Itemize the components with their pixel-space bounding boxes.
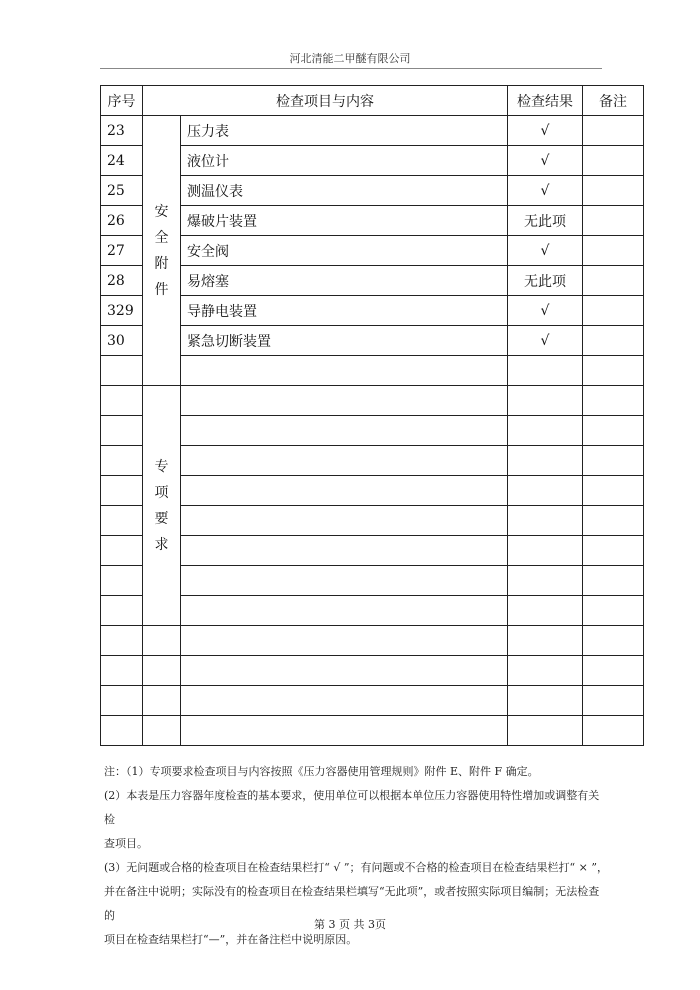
table-row-empty <box>101 446 644 476</box>
table-row <box>101 116 644 146</box>
note-3-line-1: (3）无问题或合格的检查项目在检查结果栏打“ √ ”；有问题或不合格的检查项目在检查结果栏打“ × ”， <box>104 861 608 874</box>
row-no: 30 <box>101 326 143 356</box>
row-item: 紧急切断装置 <box>181 326 508 356</box>
group-special-requirements <box>143 386 181 626</box>
document-header: 河北清能二甲醚有限公司 <box>289 52 411 65</box>
header-no: 序号 <box>101 86 143 116</box>
group-label: 专项要求 <box>154 458 169 553</box>
row-result: √ <box>508 176 583 206</box>
row-item: 爆破片装置 <box>181 206 508 236</box>
row-no: 27 <box>101 236 143 266</box>
header-content: 检查项目与内容 <box>143 86 508 116</box>
row-result: √ <box>508 236 583 266</box>
table-row-empty <box>101 686 644 716</box>
table-row-empty <box>101 386 644 416</box>
group-safety-accessories <box>143 116 181 386</box>
row-remark <box>583 206 644 236</box>
row-result: √ <box>508 326 583 356</box>
page-number: 第 3 页 共 3页 <box>314 918 386 931</box>
row-item: 测温仪表 <box>181 176 508 206</box>
row-no: 26 <box>101 206 143 236</box>
table-row <box>101 296 644 326</box>
table-row-empty <box>101 416 644 446</box>
row-item: 压力表 <box>181 116 508 146</box>
row-item: 导静电装置 <box>181 296 508 326</box>
table-row-empty <box>101 716 644 746</box>
note-3-line-3: 项目在检查结果栏打“—”，并在备注栏中说明原因。 <box>104 933 358 946</box>
row-remark <box>583 326 644 356</box>
row-remark <box>583 296 644 326</box>
row-result: √ <box>508 116 583 146</box>
row-result: √ <box>508 296 583 326</box>
table-header-row <box>101 86 644 116</box>
table-row-empty <box>101 356 644 386</box>
row-no: 23 <box>101 116 143 146</box>
table-row <box>101 176 644 206</box>
row-item: 易熔塞 <box>181 266 508 296</box>
row-remark <box>583 146 644 176</box>
row-result: √ <box>508 146 583 176</box>
row-no: 28 <box>101 266 143 296</box>
row-remark <box>583 236 644 266</box>
note-3-line-2: 并在备注中说明；实际没有的检查项目在检查结果栏填写“无此项”，或者按照实际项目编制；无法检查的 <box>104 885 600 922</box>
table-row-empty <box>101 656 644 686</box>
row-item: 安全阀 <box>181 236 508 266</box>
row-no: 25 <box>101 176 143 206</box>
row-no: 329 <box>101 296 143 326</box>
group-label: 安全附件 <box>154 203 169 298</box>
table-row-empty <box>101 476 644 506</box>
table-row <box>101 326 644 356</box>
table-row-empty <box>101 626 644 656</box>
table-row <box>101 146 644 176</box>
table-row-empty <box>101 566 644 596</box>
row-remark <box>583 266 644 296</box>
note-1: 注：（1）专项要求检查项目与内容按照《压力容器使用管理规则》附件 E、附件 F 确定。 <box>104 765 539 778</box>
table-row <box>101 236 644 266</box>
table-row <box>101 206 644 236</box>
table-row-empty <box>101 596 644 626</box>
table-row-empty <box>101 506 644 536</box>
note-2-line-2: 查项目。 <box>104 837 148 850</box>
table-row <box>101 266 644 296</box>
row-remark <box>583 116 644 146</box>
inspection-table <box>100 85 644 746</box>
header-result: 检查结果 <box>508 86 583 116</box>
row-result: 无此项 <box>508 266 583 296</box>
row-no: 24 <box>101 146 143 176</box>
header-remark: 备注 <box>583 86 644 116</box>
table-row-empty <box>101 536 644 566</box>
note-2-line-1: (2）本表是压力容器年度检查的基本要求，使用单位可以根据本单位压力容器使用特性增加或调整有关检 <box>104 789 600 826</box>
row-item: 液位计 <box>181 146 508 176</box>
row-result: 无此项 <box>508 206 583 236</box>
row-remark <box>583 176 644 206</box>
header-divider <box>100 68 602 69</box>
